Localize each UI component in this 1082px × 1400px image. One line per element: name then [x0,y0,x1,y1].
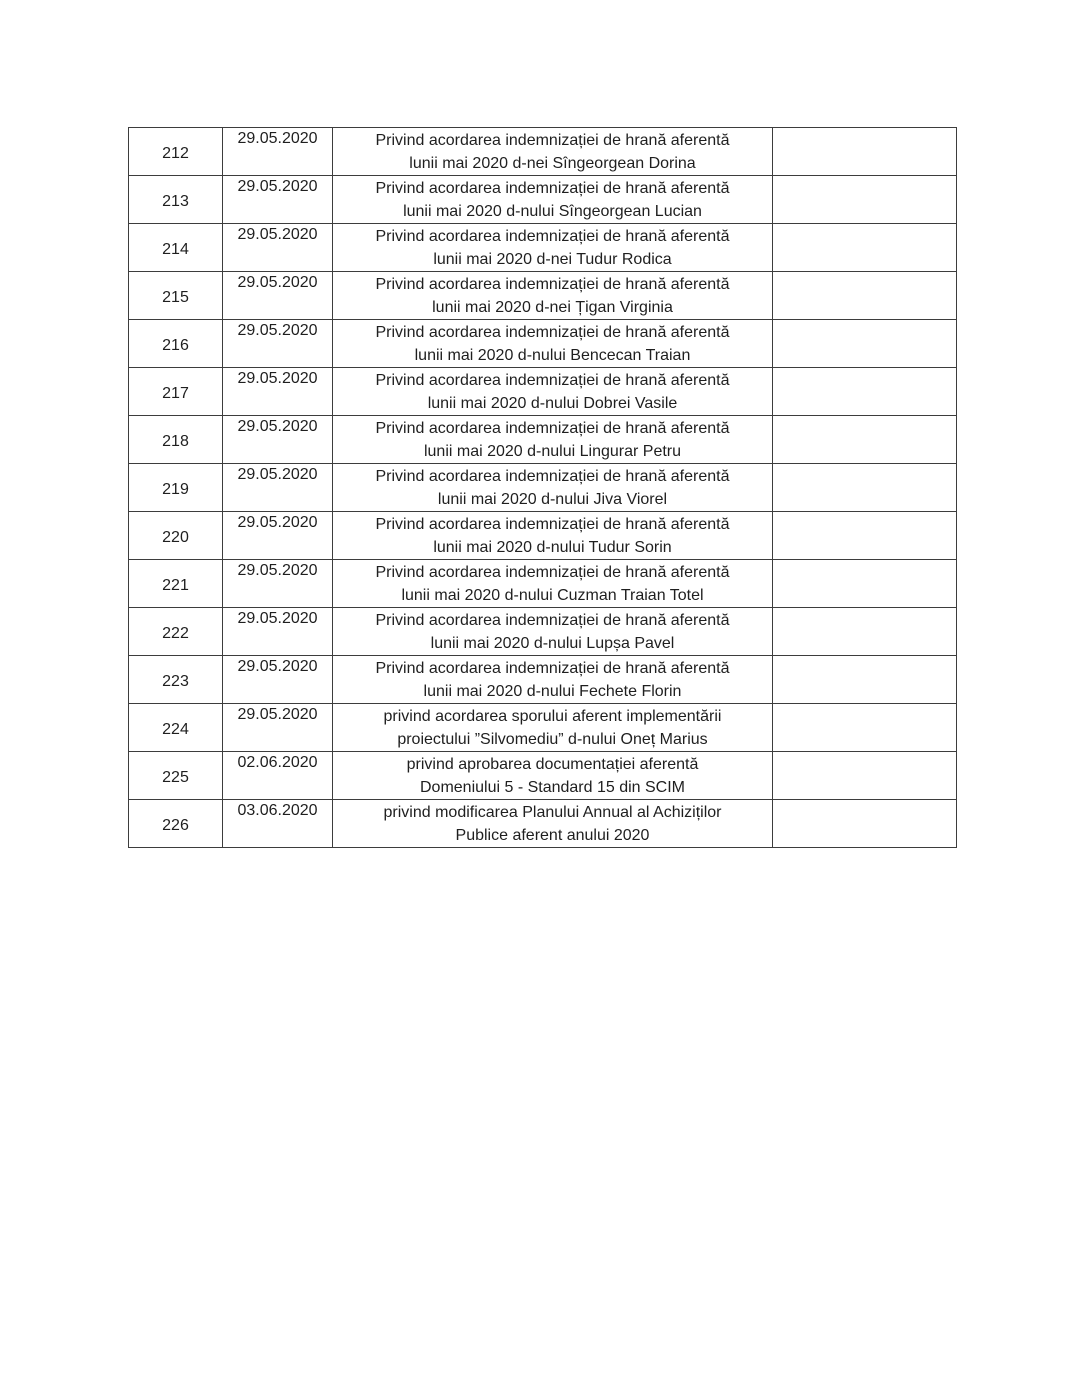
decision-notes-cell [773,656,957,704]
decision-description-cell [333,704,773,752]
decision-number: 220 [162,528,189,546]
decision-date-cell [223,416,333,464]
decision-number-cell [129,560,223,608]
decision-number-cell [129,272,223,320]
decision-date-cell [223,272,333,320]
decision-number: 212 [162,144,189,162]
table-row [129,464,957,512]
decision-date: 29.05.2020 [237,370,318,387]
table-row [129,704,957,752]
decision-description-cell [333,176,773,224]
decision-number-cell [129,512,223,560]
table-row [129,224,957,272]
decision-date: 03.06.2020 [237,802,318,819]
decision-number: 217 [162,384,189,402]
decision-description-line1: Privind acordarea indemnizației de hrană aferentă [375,276,730,293]
decision-date: 29.05.2020 [237,226,318,243]
decision-date: 29.05.2020 [237,658,318,675]
decision-description-line1: Privind acordarea indemnizației de hrană aferentă [375,516,730,533]
decision-notes-cell [773,800,957,848]
decision-description-line1: Privind acordarea indemnizației de hrană aferentă [375,660,730,677]
decision-number-cell [129,128,223,176]
decision-number: 223 [162,672,189,690]
table-row [129,176,957,224]
decision-date-cell [223,560,333,608]
decision-date-cell [223,656,333,704]
decision-date: 02.06.2020 [237,754,318,771]
decision-date: 29.05.2020 [237,178,318,195]
table-row [129,752,957,800]
decision-number-cell [129,704,223,752]
decision-number-cell [129,800,223,848]
decision-description-line2: lunii mai 2020 d-nului Cuzman Traian Totel [401,586,704,604]
decision-number: 224 [162,720,189,738]
decision-description-cell [333,320,773,368]
decision-number: 213 [162,192,189,210]
decision-date: 29.05.2020 [237,562,318,579]
decision-description-line1: Privind acordarea indemnizației de hrană aferentă [375,180,730,197]
decision-description-line1: Privind acordarea indemnizației de hrană aferentă [375,564,730,581]
table-row [129,368,957,416]
decision-description-cell [333,512,773,560]
decision-description-line1: Privind acordarea indemnizației de hrană aferentă [375,324,730,341]
decision-notes-cell [773,368,957,416]
decision-description-cell [333,416,773,464]
decision-notes-cell [773,416,957,464]
decision-description-cell [333,224,773,272]
table-row [129,800,957,848]
decision-description-line2: lunii mai 2020 d-nului Lupșa Pavel [430,634,675,652]
decision-number-cell [129,608,223,656]
decision-date: 29.05.2020 [237,130,318,147]
decision-number: 214 [162,240,189,258]
decision-number: 216 [162,336,189,354]
table-row [129,416,957,464]
decision-description-cell [333,800,773,848]
decision-description-line1: Privind acordarea indemnizației de hrană aferentă [375,468,730,485]
decision-description-line1: Privind acordarea indemnizației de hrană aferentă [375,420,730,437]
decision-description-line1: Privind acordarea indemnizației de hrană aferentă [375,612,730,629]
decision-number-cell [129,464,223,512]
decision-number-cell [129,320,223,368]
decision-number: 215 [162,288,189,306]
decision-description-cell [333,272,773,320]
decision-date: 29.05.2020 [237,418,318,435]
decision-date-cell [223,800,333,848]
decision-date-cell [223,512,333,560]
decision-number: 218 [162,432,189,450]
decision-description-cell [333,464,773,512]
decision-notes-cell [773,272,957,320]
decision-description-line1: Privind acordarea indemnizației de hrană aferentă [375,228,730,245]
decision-description-line1: Privind acordarea indemnizației de hrană aferentă [375,372,730,389]
table-row [129,560,957,608]
table-row [129,656,957,704]
decision-number-cell [129,416,223,464]
decision-description-line2: lunii mai 2020 d-nului Jiva Viorel [437,490,668,508]
decision-description-line2: lunii mai 2020 d-nului Lingurar Petru [423,442,682,460]
decision-notes-cell [773,176,957,224]
table-row [129,512,957,560]
decision-notes-cell [773,608,957,656]
decision-notes-cell [773,224,957,272]
decision-description-line2: lunii mai 2020 d-nului Sîngeorgean Lucian [403,202,702,220]
decision-date: 29.05.2020 [237,322,318,339]
decision-notes-cell [773,560,957,608]
decision-notes-cell [773,752,957,800]
decision-description-cell [333,656,773,704]
decision-date: 29.05.2020 [237,514,318,531]
decision-date-cell [223,752,333,800]
decision-number: 222 [162,624,189,642]
table-row [129,608,957,656]
decision-description-cell [333,368,773,416]
decision-number-cell [129,752,223,800]
decision-description-line1: privind aprobarea documentației aferentă [406,756,699,773]
decision-number: 221 [162,576,189,594]
decision-date: 29.05.2020 [237,274,318,291]
decision-notes-cell [773,464,957,512]
decisions-table [128,127,957,848]
decision-notes-cell [773,704,957,752]
decision-date-cell [223,224,333,272]
decision-description-line2: proiectului ”Silvomediu” d-nului Oneț Marius [397,730,708,748]
decision-description-line1: privind modificarea Planului Annual al Achiziților [383,804,722,821]
decision-date-cell [223,704,333,752]
decision-description-cell [333,608,773,656]
decision-date: 29.05.2020 [237,706,318,723]
decision-date-cell [223,608,333,656]
decision-number: 219 [162,480,189,498]
decision-description-line2: lunii mai 2020 d-nului Tudur Sorin [433,538,672,556]
decision-description-line2: lunii mai 2020 d-nei Tudur Rodica [433,250,672,268]
decision-date: 29.05.2020 [237,466,318,483]
decision-description-cell [333,560,773,608]
decision-number-cell [129,176,223,224]
decision-description-line2: lunii mai 2020 d-nei Sîngeorgean Dorina [409,154,696,172]
decision-description-line1: privind acordarea sporului aferent implementării [383,708,722,725]
table-row [129,320,957,368]
decision-date: 29.05.2020 [237,610,318,627]
decision-date-cell [223,368,333,416]
decision-date-cell [223,176,333,224]
decision-number-cell [129,656,223,704]
decision-description-line2: Publice aferent anului 2020 [455,826,650,844]
decision-date-cell [223,320,333,368]
decision-date-cell [223,128,333,176]
decision-notes-cell [773,320,957,368]
decisions-table-body [129,128,957,848]
decision-number: 226 [162,816,189,834]
decision-description-line2: Domeniului 5 - Standard 15 din SCIM [419,778,686,796]
decision-number-cell [129,224,223,272]
decision-number-cell [129,368,223,416]
decision-description-line2: lunii mai 2020 d-nei Țigan Virginia [432,298,673,316]
decision-description-line2: lunii mai 2020 d-nului Dobrei Vasile [427,394,678,412]
decision-notes-cell [773,512,957,560]
decision-notes-cell [773,128,957,176]
decision-description-line1: Privind acordarea indemnizației de hrană aferentă [375,132,730,149]
decision-description-line2: lunii mai 2020 d-nului Bencecan Traian [414,346,691,364]
decision-description-line2: lunii mai 2020 d-nului Fechete Florin [423,682,682,700]
decision-description-cell [333,752,773,800]
decision-number: 225 [162,768,189,786]
table-row [129,272,957,320]
decision-date-cell [223,464,333,512]
decision-description-cell [333,128,773,176]
table-row [129,128,957,176]
